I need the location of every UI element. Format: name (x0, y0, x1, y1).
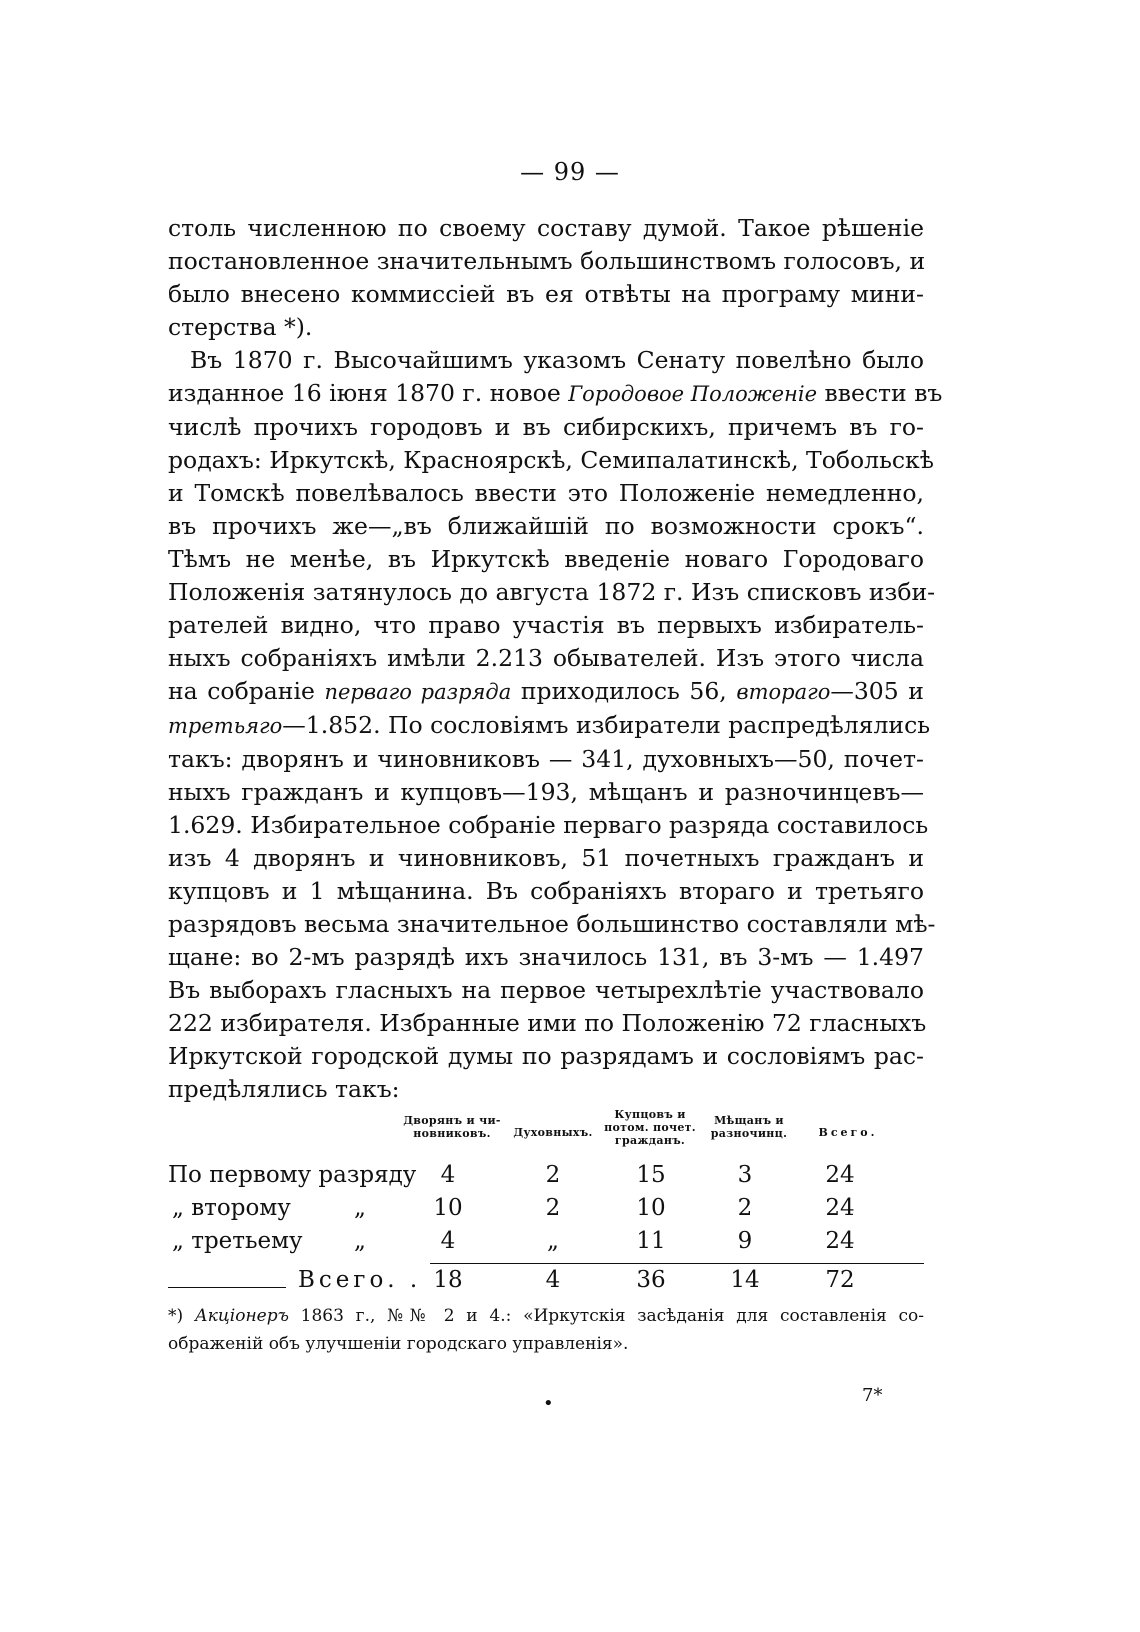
text-line: щане: во 2-мъ разрядѣ ихъ значилось 131, въ 3-мъ — 1.497 (168, 943, 924, 971)
text-line: стерства *). (168, 313, 313, 341)
cell-nobles: 4 (440, 1228, 456, 1254)
total-clergy: 4 (545, 1267, 561, 1293)
footnote-line (168, 1302, 924, 1330)
text-line: было внесено коммиссіей въ ея отвѣты на програму мини- (168, 280, 924, 308)
text-run: —1.852. По сословіямъ избиратели распредѣлялись (282, 711, 931, 739)
page-number: — 99 — (520, 158, 620, 186)
text-run: —305 и (830, 677, 924, 705)
row-label: „ третьему (172, 1228, 303, 1254)
text-line: Иркутской городской думы по разрядамъ и сословіямъ рас- (168, 1042, 924, 1070)
text-line (168, 377, 943, 411)
footnote-line: ображеній объ улучшеніи городскаго управленія». (168, 1334, 629, 1354)
text-line: рателей видно, что право участія въ первыхъ избиратель- (168, 611, 924, 639)
text-run: изданное 16 іюня 1870 г. новое (168, 379, 561, 407)
text-line (168, 675, 924, 709)
totals-label: Всего. . (298, 1267, 422, 1293)
totals-row (168, 1267, 924, 1300)
italic-term: перваго разряда (324, 680, 512, 704)
italic-title: Городовое Положеніе (568, 382, 818, 406)
body-text (168, 212, 943, 1106)
cell-merchants: 15 (636, 1162, 666, 1188)
text-line: предѣлялись такъ: (168, 1075, 400, 1103)
cell-nobles: 10 (433, 1195, 463, 1221)
text-line: въ прочихъ же—„въ ближайшій по возможности срокъ“. (168, 512, 924, 540)
text-line: изъ 4 дворянъ и чиновниковъ, 51 почетныхъ гражданъ и (168, 844, 924, 872)
cell-merchants: 10 (636, 1195, 666, 1221)
total-townsmen: 14 (730, 1267, 760, 1293)
stray-mark: • (543, 1393, 554, 1414)
text-line (168, 709, 931, 743)
footnote-source: Акціонеръ (194, 1306, 289, 1326)
text-line: постановленное значительнымъ большинствомъ голосовъ, и (168, 247, 926, 275)
total-all: 72 (825, 1267, 855, 1293)
table-row (168, 1228, 924, 1261)
text-run: на собраніе (168, 677, 315, 705)
row-label: „ второму (172, 1195, 291, 1221)
col-header-clergy: Духовныхъ. (513, 1126, 593, 1139)
total-nobles: 18 (433, 1267, 463, 1293)
col-header-nobles: Дворянъ и чи- новниковъ. (403, 1114, 501, 1140)
italic-term: втораго (736, 680, 831, 704)
cell-merchants: 11 (636, 1228, 666, 1254)
text-line: разрядовъ весьма значительное большинство составляли мѣ- (168, 910, 936, 938)
text-line: такъ: дворянъ и чиновниковъ — 341, духовныхъ—50, почет- (168, 745, 924, 773)
footnote (168, 1302, 924, 1358)
signature-mark: 7* (862, 1385, 883, 1406)
totals-rule (430, 1263, 924, 1264)
ditto-mark: „ (354, 1228, 366, 1254)
ditto-mark: „ (354, 1195, 366, 1221)
text-line: и Томскѣ повелѣвалось ввести это Положеніе немедленно, (168, 479, 924, 507)
footnote-text: 1863 г., №№ 2 и 4.: «Иркутскія засѣданія для составленія со- (300, 1306, 924, 1326)
footnote-rule (168, 1287, 286, 1288)
cell-total: 24 (825, 1195, 855, 1221)
table-header (168, 1108, 924, 1162)
text-line: Въ выборахъ гласныхъ на первое четырехлѣтіе участвовало (168, 976, 924, 1004)
footnote-marker: *) (168, 1306, 184, 1326)
text-line: родахъ: Иркутскѣ, Красноярскѣ, Семипалатинскѣ, Тобольскѣ (168, 446, 934, 474)
cell-clergy: 2 (545, 1195, 561, 1221)
text-line: ныхъ собраніяхъ имѣли 2.213 обывателей. Изъ этого числа (168, 644, 924, 672)
cell-townsmen: 3 (737, 1162, 753, 1188)
text-line: купцовъ и 1 мѣщанина. Въ собраніяхъ втораго и третьяго (168, 877, 924, 905)
row-label: По первому разряду (168, 1162, 417, 1188)
col-header-merchants: Купцовъ и потом. почет. гражданъ. (604, 1108, 696, 1147)
text-line: Тѣмъ не менѣе, въ Иркутскѣ введеніе новаго Городоваго (168, 545, 924, 573)
text-line: 222 избирателя. Избранные ими по Положенію 72 гласныхъ (168, 1009, 927, 1037)
text-run: ввести въ (824, 379, 943, 407)
text-run: приходилось 56, (520, 677, 727, 705)
text-line: ныхъ гражданъ и купцовъ—193, мѣщанъ и разночинцевъ— (168, 778, 924, 806)
text-line: Положенія затянулось до августа 1872 г. Изъ списковъ изби- (168, 578, 936, 606)
col-header-total: Всего. (818, 1126, 878, 1139)
table-row (168, 1195, 924, 1228)
cell-total: 24 (825, 1228, 855, 1254)
cell-townsmen: 9 (737, 1228, 753, 1254)
text-line: числѣ прочихъ городовъ и въ сибирскихъ, причемъ въ го- (168, 413, 924, 441)
col-header-townsmen: Мѣщанъ и разночинц. (710, 1114, 788, 1140)
text-line: Въ 1870 г. Высочайшимъ указомъ Сенату повелѣно было (190, 346, 924, 374)
total-merchants: 36 (636, 1267, 666, 1293)
cell-townsmen: 2 (737, 1195, 753, 1221)
cell-clergy: 2 (545, 1162, 561, 1188)
cell-total: 24 (825, 1162, 855, 1188)
cell-nobles: 4 (440, 1162, 456, 1188)
italic-term: третьяго (168, 714, 283, 738)
cell-clergy: „ (547, 1228, 559, 1254)
text-line: 1.629. Избирательное собраніе перваго разряда составилось (168, 811, 929, 839)
deputies-table (168, 1108, 924, 1300)
text-line: столь численною по своему составу думой. Такое рѣшеніе (168, 214, 924, 242)
table-row (168, 1162, 924, 1195)
